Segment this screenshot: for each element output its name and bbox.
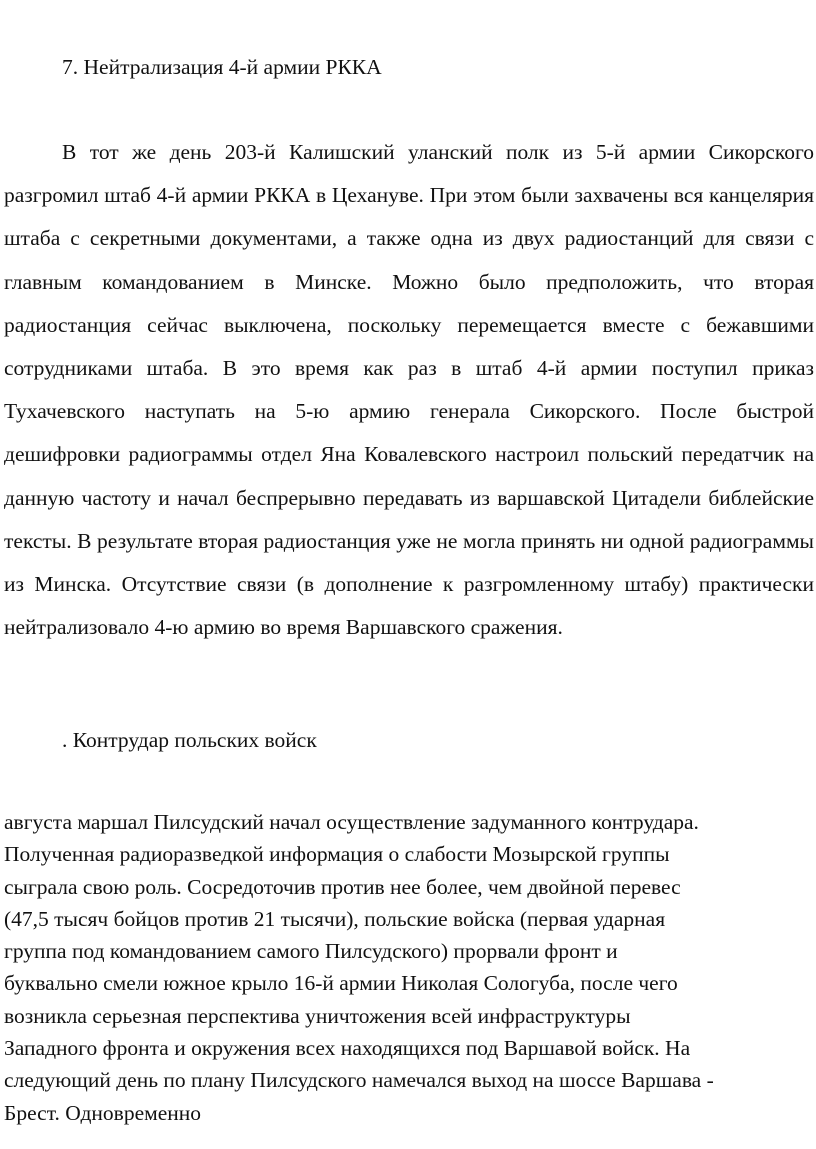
section-heading-counterattack: . Контрудар польских войск xyxy=(62,728,317,752)
paragraph-neutralization: В тот же день 203-й Калишский уланский полк из 5-й армии Сикорского разгромил штаб 4-й армии РККА в Цехануве. При этом были захвачены вся канцелярия штаба с секретными документами, а также одна из двух радиостанций для связи с главным командованием в Минске. Можно было предположить, что вторая радиостанция сейчас выключена, поскольку перемещается вместе с бежавшими сотрудниками штаба. В это время как раз в штаб 4-й армии поступил приказ Тухачевского наступать на 5-ю армию генерала Сикорского. После быстрой дешифровки радиограммы отдел Яна Ковалевского настроил польский передатчик на данную частоту и начал беспрерывно передавать из варшавской Цитадели библейские тексты. В результате вторая радиостанция уже не могла принять ни одной радиограммы из Минска. Отсутствие связи (в дополнение к разгромленному штабу) практически нейтрализовало 4-ю армию во время Варшавского сражения. xyxy=(4,140,814,640)
text-line: (47,5 тысяч бойцов против 21 тысячи), польские войска (первая ударная xyxy=(4,906,666,931)
paragraph-counterattack xyxy=(4,806,814,1129)
text-line: Брест. Одновременно xyxy=(4,1100,202,1125)
text-line: следующий день по плану Пилсудского намечался выход на шоссе Варшава - xyxy=(4,1068,714,1093)
text-line: августа маршал Пилсудский начал осуществление задуманного контрудара. xyxy=(4,810,699,834)
text-line: Западного фронта и окружения всех находящихся под Варшавой войск. На xyxy=(4,1036,691,1061)
text-line: буквально смели южное крыло 16-й армии Николая Сологуба, после чего xyxy=(4,971,678,996)
text-line: сыграла свою роль. Сосредоточив против нее более, чем двойной перевес xyxy=(4,874,681,899)
section-heading-7: 7. Нейтрализация 4-й армии РККА xyxy=(62,55,382,79)
text-line: Полученная радиоразведкой информация о слабости Мозырской группы xyxy=(4,842,670,867)
text-line: группа под командованием самого Пилсудского) прорвали фронт и xyxy=(4,939,618,964)
text-line: возникла серьезная перспектива уничтожения всей инфраструктуры xyxy=(4,1003,631,1028)
